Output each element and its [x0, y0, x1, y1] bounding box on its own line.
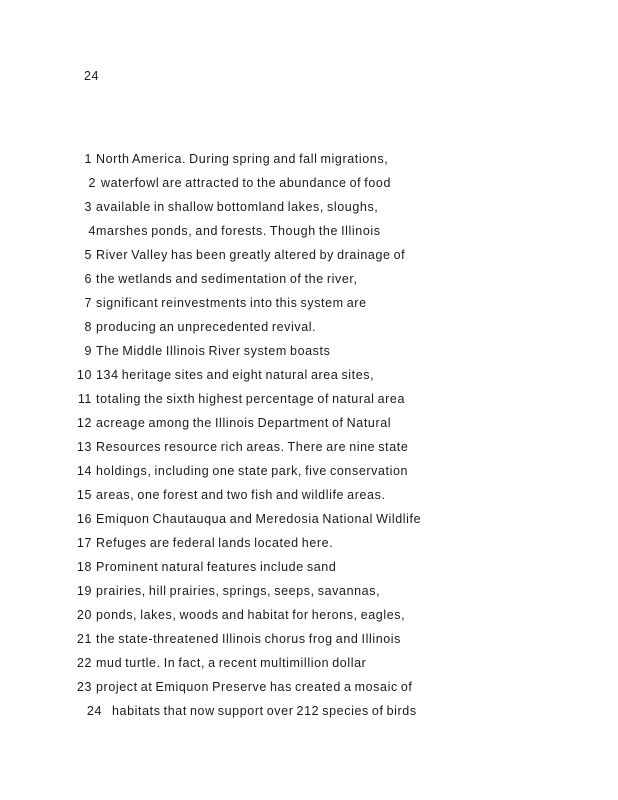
- line-number: 4: [88, 224, 96, 238]
- line-text: producing an unprecedented revival.: [96, 320, 317, 334]
- line-number: 20: [76, 608, 92, 622]
- line-text: Refuges are federal lands located here.: [96, 536, 334, 550]
- line-number: 15: [76, 488, 92, 502]
- line-number: 23: [76, 680, 92, 694]
- line-number: 19: [76, 584, 92, 598]
- line-text: the wetlands and sedimentation of the river,: [96, 272, 358, 286]
- line-text: significant reinvestments into this system are: [96, 296, 367, 310]
- line-text: project at Emiquon Preserve has created a mosaic of: [96, 680, 413, 694]
- line-text: mud turtle. In fact, a recent multimillion dollar: [96, 656, 367, 670]
- line-number: 13: [76, 440, 92, 454]
- line-number: 6: [84, 272, 92, 286]
- line-number: 21: [76, 632, 92, 646]
- line-text: acreage among the Illinois Department of Natural: [96, 416, 392, 430]
- line-text: habitats that now support over 212 species of birds: [112, 704, 417, 718]
- line-number: 24: [86, 704, 102, 718]
- line-number: 16: [76, 512, 92, 526]
- line-number: 2: [88, 176, 96, 190]
- line-text: waterfowl are attracted to the abundance of food: [101, 176, 392, 190]
- line-text: the state-threatened Illinois chorus frog and Illinois: [96, 632, 402, 646]
- line-number: 11: [77, 392, 92, 406]
- line-text: 134 heritage sites and eight natural area sites,: [96, 368, 375, 382]
- line-text: North America. During spring and fall migrations,: [96, 152, 389, 166]
- line-number: 7: [84, 296, 92, 310]
- line-number: 22: [76, 656, 92, 670]
- line-text: ponds, lakes, woods and habitat for herons, eagles,: [96, 608, 406, 622]
- line-number: 8: [84, 320, 92, 334]
- line-number: 3: [84, 200, 92, 214]
- line-number: 5: [84, 248, 92, 262]
- line-number: 10: [76, 368, 92, 382]
- page-number: 24: [84, 69, 99, 83]
- line-number: 14: [76, 464, 92, 478]
- line-number: 18: [76, 560, 92, 574]
- line-text: The Middle Illinois River system boasts: [96, 344, 331, 358]
- line-text: River Valley has been greatly altered by drainage of: [96, 248, 406, 262]
- line-text: available in shallow bottomland lakes, sloughs,: [96, 200, 379, 214]
- line-number: 17: [76, 536, 92, 550]
- line-text: totaling the sixth highest percentage of natural area: [96, 392, 406, 406]
- line-text: Emiquon Chautauqua and Meredosia National Wildlife: [96, 512, 422, 526]
- line-text: Prominent natural features include sand: [96, 560, 337, 574]
- line-number: 1: [84, 152, 92, 166]
- line-text: areas, one forest and two fish and wildlife areas.: [96, 488, 386, 502]
- line-number: 9: [84, 344, 92, 358]
- line-text: marshes ponds, and forests. Though the Illinois: [96, 224, 381, 238]
- line-text: Resources resource rich areas. There are nine state: [96, 440, 409, 454]
- line-number: 12: [76, 416, 92, 430]
- line-text: holdings, including one state park, five conservation: [96, 464, 409, 478]
- line-text: prairies, hill prairies, springs, seeps, savannas,: [96, 584, 381, 598]
